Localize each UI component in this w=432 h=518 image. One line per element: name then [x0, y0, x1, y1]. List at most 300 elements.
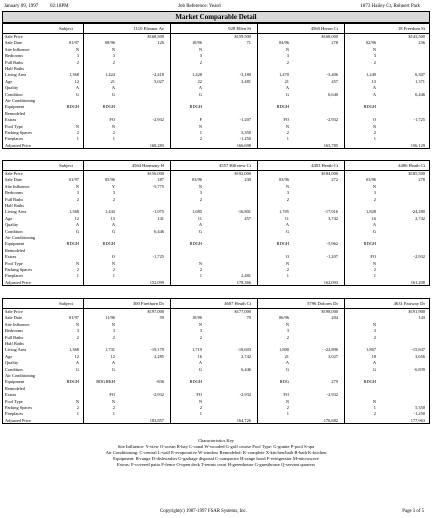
- row-label: Fireplaces: [5, 136, 24, 142]
- comparable-description: 1: [373, 405, 376, 410]
- comparable-description: N: [285, 260, 289, 266]
- subject-value: 01/97: [68, 177, 79, 183]
- comparable-description: 08/96: [104, 40, 115, 46]
- comparable-description: 21: [110, 78, 115, 84]
- comparable-adjustment: -836: [155, 379, 164, 385]
- comparable-adjustment: $184,000: [321, 171, 338, 176]
- comparable-description: 11: [284, 215, 289, 221]
- subject-value: A: [75, 85, 79, 91]
- comparable-description: 2: [286, 405, 289, 410]
- comparable-description: 1: [112, 273, 115, 279]
- subject-header: Subject: [59, 301, 73, 306]
- row-label: Fireplaces: [5, 411, 24, 417]
- comparable-adjustment: -18,603: [237, 347, 251, 353]
- comparable-description: N: [372, 123, 376, 129]
- comparable-adjustment: 6,446: [415, 91, 425, 97]
- comparable-adjustment: $177,000: [234, 309, 251, 314]
- comparable-description: A: [111, 85, 115, 91]
- comparable-adjustment: 2,742: [415, 215, 425, 221]
- comparable-description: 1: [199, 411, 202, 417]
- comparable-adjustment: 278: [418, 177, 425, 183]
- comparable-adjustment: $143,500: [408, 34, 425, 39]
- comparable-adjustment: -22,896: [324, 347, 338, 353]
- row-label: Sale Price: [5, 34, 23, 39]
- comparable-description: 2: [286, 334, 289, 340]
- subject-value: 1,368: [69, 209, 79, 215]
- comparable-description: RDGH: [276, 104, 289, 110]
- comparable-description: 1: [373, 136, 376, 142]
- comparable-description: RDGH: [189, 104, 202, 110]
- comparable-description: 1: [286, 411, 289, 417]
- comparable-description: G: [111, 366, 115, 372]
- row-label: Bedrooms: [5, 328, 24, 334]
- comparable-description: N: [372, 260, 376, 266]
- subject-value: 12: [74, 215, 79, 221]
- comparable-description: 3: [286, 190, 289, 196]
- subject-value: 01/97: [68, 40, 79, 46]
- comparable-adjustment: 6,640: [328, 91, 338, 97]
- subject-value: G: [75, 228, 79, 234]
- comparable-row: [3, 143, 429, 149]
- row-label: Sale Date: [5, 40, 22, 46]
- comparable-description: 1: [373, 273, 376, 279]
- comparable-adjustment: 457: [244, 215, 251, 221]
- row-label: Pool Type: [5, 398, 23, 404]
- comparable-adjustment: 168,283: [149, 142, 164, 148]
- comparable-adjustment: 278: [331, 40, 338, 46]
- comparable-adjustment: 126: [157, 40, 164, 46]
- comparable-description: 2: [112, 196, 115, 202]
- subject-value: 3: [76, 328, 79, 334]
- comparable-description: 2: [112, 130, 115, 135]
- comparable-description: A: [111, 360, 115, 366]
- comparable-description: N: [372, 398, 376, 404]
- key-line-site: Site Influence: Y-view O-ocean B-bay C-canal W-wooded G-golf course Pool Type: G-gunite P-pool S-spa: [117, 444, 315, 449]
- row-label: Sale Price: [5, 309, 23, 314]
- comparable-adjustment: 163,785: [323, 142, 338, 148]
- comparable-description: FO: [283, 392, 289, 398]
- comparable-description: RDGHKH: [96, 379, 115, 385]
- comparable-description: A: [372, 91, 376, 97]
- comparable-description: 1: [199, 273, 202, 279]
- comparable-description: 21: [284, 78, 289, 84]
- comparable-adjustment: -1,207: [326, 254, 338, 260]
- comparable-adjustment: -2,932: [413, 254, 425, 260]
- copyright-text: Copyright(c) 1987-1997 FSAR Systems, Inc.: [160, 509, 247, 514]
- report-footer: [2, 508, 430, 516]
- comparable-description: 06/96: [278, 315, 289, 321]
- comparable-description: 05/96: [104, 177, 115, 183]
- comparable-description: 1: [286, 273, 289, 279]
- comparable-adjustment: -2,932: [152, 117, 164, 123]
- comparable-adjustment: -2,418: [152, 72, 164, 78]
- comparable-description: N: [372, 321, 376, 327]
- comparable-address: 4631 Fairway Dr: [393, 301, 425, 306]
- subject-value: 1: [76, 136, 79, 142]
- comparable-description: N: [111, 123, 115, 129]
- comparable-description: A: [111, 222, 115, 228]
- comparable-description: 2: [286, 130, 289, 135]
- comparable-adjustment: -1,725: [152, 254, 164, 260]
- row-label: Site Influence: [5, 183, 30, 189]
- comparable-description: G: [372, 228, 376, 234]
- comparable-description: N: [372, 46, 376, 52]
- comparable-address: 300 Firethorn Dr: [132, 301, 164, 306]
- subject-value: 3: [76, 190, 79, 196]
- comparable-adjustment: 166,698: [236, 142, 251, 148]
- comparable-adjustment: $197,000: [147, 309, 164, 314]
- comparable-adjustment: 2,481: [241, 273, 251, 279]
- comparable-description: N: [285, 398, 289, 404]
- comparable-adjustment: 71: [246, 40, 251, 46]
- comparable-description: 1,731: [105, 347, 115, 353]
- row-label: Living Area: [5, 347, 27, 353]
- comparable-description: 10/96: [191, 315, 202, 321]
- comparable-description: 3: [199, 328, 202, 334]
- comparable-description: 3: [112, 53, 115, 59]
- row-label: Air Conditioning: [5, 98, 36, 103]
- comparable-description: 10/96: [191, 40, 202, 46]
- comparable-adjustment: 230: [244, 177, 251, 183]
- comparable-address: 5796 Dolores Dr: [307, 301, 338, 306]
- comparable-description: 2: [373, 411, 376, 417]
- comparable-description: N: [111, 260, 115, 266]
- comparable-description: A: [198, 85, 202, 91]
- comparable-description: 1,828: [366, 209, 376, 215]
- comparable-description: 1: [112, 136, 115, 142]
- subject-value: 1,368: [69, 347, 79, 353]
- comparable-description: 2: [373, 196, 376, 202]
- comparable-adjustment: 176,682: [323, 417, 338, 423]
- comparable-description: 1,424: [105, 72, 115, 78]
- row-label: Air Conditioning: [5, 235, 36, 240]
- comparable-adjustment: 5,350: [415, 405, 425, 410]
- row-label: Full Baths: [5, 334, 24, 340]
- comparable-description: G: [198, 91, 202, 97]
- comparable-description: 1,705: [279, 209, 289, 215]
- comparable-description: 03/96: [191, 177, 202, 183]
- comparable-description: 2: [112, 334, 115, 340]
- row-label: Sale Price: [5, 171, 23, 176]
- subject-value: RDGH: [66, 379, 79, 385]
- subject-value: A: [75, 222, 79, 228]
- comparable-block: [2, 160, 430, 286]
- comparable-description: G: [111, 228, 115, 234]
- comparable-description: O: [111, 254, 115, 260]
- row-label: Half Baths: [5, 203, 24, 208]
- comparable-description: 04/96: [278, 40, 289, 46]
- row-label: Parking Spaces: [5, 267, 32, 272]
- comparable-description: 21: [284, 353, 289, 359]
- row-label: Quality: [5, 360, 19, 366]
- row-label: Pool Type: [5, 123, 23, 129]
- comparable-row: [3, 280, 429, 286]
- comparable-description: 2: [373, 267, 376, 272]
- comparable-adjustment: 3,742: [328, 215, 338, 221]
- comparable-description: N: [285, 183, 289, 189]
- comparable-description: RDGH: [276, 241, 289, 247]
- subject-address: 1873 Hailey Ct, Rohnert Park: [360, 4, 420, 9]
- comparable-description: 2: [199, 267, 202, 272]
- comparable-adjustment: 187: [157, 177, 164, 183]
- comparable-adjustment: 1,371: [415, 78, 425, 84]
- row-label: Site Influence: [5, 321, 30, 327]
- comparable-adjustment: -5,962: [326, 241, 338, 247]
- comparable-description: FO: [283, 117, 289, 123]
- comparable-description: O: [372, 117, 376, 123]
- comparable-adjustment: -1,975: [152, 209, 164, 215]
- comparable-description: G: [198, 228, 202, 234]
- subject-value: N: [75, 398, 79, 404]
- comparable-description: 3: [373, 53, 376, 59]
- comparable-adjustment: 162,093: [323, 279, 338, 285]
- comparable-description: 1,443: [105, 209, 115, 215]
- characteristics-key: [2, 438, 430, 468]
- comparable-description: F: [199, 117, 202, 123]
- key-title: Characteristics Key: [197, 438, 235, 443]
- row-label: Equipment: [5, 104, 25, 110]
- row-label: Fireplaces: [5, 273, 24, 279]
- comparable-description: N: [111, 398, 115, 404]
- comparable-description: 3: [199, 53, 202, 59]
- comparable-adjustment: -1,250: [239, 136, 251, 142]
- comparable-description: 22: [197, 78, 202, 84]
- comparable-description: 3: [373, 190, 376, 196]
- comparable-adjustment: $156,000: [147, 171, 164, 176]
- row-label: Equipment: [5, 379, 25, 385]
- comparable-address: 4564 Harmony H: [131, 163, 164, 168]
- comparable-description: 2: [286, 59, 289, 65]
- comparable-description: N: [285, 123, 289, 129]
- comparable-description: G: [285, 91, 289, 97]
- subject-header: Subject: [59, 163, 73, 168]
- subject-value: N: [75, 321, 79, 327]
- row-label: Living Area: [5, 72, 27, 78]
- row-label: Condition: [5, 228, 23, 234]
- row-label: Age: [5, 78, 13, 84]
- comparable-address: 1110 Eleanor Av: [133, 26, 164, 31]
- comparable-description: N: [111, 46, 115, 52]
- row-label: Sale Date: [5, 177, 22, 183]
- comparable-description: 2: [373, 334, 376, 340]
- comparable-adjustment: -1,725: [413, 117, 425, 123]
- comparable-block: [2, 23, 430, 149]
- comparable-description: 11/96: [105, 315, 115, 321]
- comparable-address: 4607 Heath Ct: [224, 301, 251, 306]
- comparable-description: 13: [110, 215, 115, 221]
- report-header: [2, 2, 430, 11]
- comparable-description: 16: [197, 353, 202, 359]
- comparable-description: 3: [112, 328, 115, 334]
- row-label: Age: [5, 215, 13, 221]
- key-line-ac: Air Conditioning: C-central L-wall E-evaporative W-window Remodeled: K-complete X-kitchen/bath B-bath K-kitchen: [105, 450, 327, 455]
- comparable-adjustment: 152,099: [149, 279, 164, 285]
- comparable-description: N: [198, 123, 202, 129]
- subject-value: N: [75, 260, 79, 266]
- row-label: Quality: [5, 222, 19, 228]
- report-date: January 09, 1997: [4, 4, 39, 9]
- comparable-adjustment: 183,857: [149, 417, 164, 423]
- subject-value: 12: [74, 78, 79, 84]
- comparable-description: 2: [112, 59, 115, 65]
- comparable-description: G: [111, 91, 115, 97]
- subject-value: 2: [76, 130, 79, 135]
- comparable-description: 1,867: [366, 347, 376, 353]
- key-line-extras: Extras: F-covered patio F-fence O-open deck T-tennis court H-greenhouse G-guesthouse Q-servant quarters: [116, 462, 316, 467]
- comparable-description: N: [198, 260, 202, 266]
- comparable-description: RDGH: [363, 379, 376, 385]
- comparable-description: N: [111, 321, 115, 327]
- comparable-description: 1: [199, 130, 202, 135]
- comparable-description: G: [285, 228, 289, 234]
- comparable-description: 3: [199, 190, 202, 196]
- comparable-adjustment: 161,208: [410, 279, 425, 285]
- comparable-adjustment: $168,000: [321, 34, 338, 39]
- subject-header: Subject: [59, 26, 73, 31]
- comparable-description: A: [372, 222, 376, 228]
- comparable-description: N: [198, 398, 202, 404]
- subject-value: N: [75, 183, 79, 189]
- comparable-description: 2: [199, 59, 202, 65]
- comparable-adjustment: 156,129: [410, 142, 425, 148]
- row-label: Extras: [5, 117, 17, 123]
- row-label: Full Baths: [5, 59, 24, 65]
- comparable-description: 12: [110, 353, 115, 359]
- comparable-adjustment: $191,900: [408, 309, 425, 314]
- row-label: Equipment: [5, 241, 25, 247]
- row-label: Extras: [5, 392, 17, 398]
- comparable-description: RDGH: [102, 104, 115, 110]
- comparable-description: 16: [371, 215, 376, 221]
- comparable-address: 4560 Heron Ct: [310, 26, 338, 31]
- comparable-description: RDGH: [363, 241, 376, 247]
- comparable-description: 1,249: [366, 72, 376, 78]
- comparable-adjustment: 6,446: [154, 228, 164, 234]
- row-label: Parking Spaces: [5, 405, 32, 410]
- comparable-description: 1,428: [192, 72, 202, 78]
- comparable-description: N: [285, 321, 289, 327]
- row-label: Condition: [5, 366, 23, 372]
- comparable-adjustment: -2,932: [152, 392, 164, 398]
- page-title: Market Comparable Detail: [2, 11, 430, 23]
- comparable-adjustment: -5,775: [152, 183, 164, 189]
- comparable-description: 2: [286, 196, 289, 202]
- comparable-description: N: [198, 183, 202, 189]
- key-line-equipment: Equipment: R-range D-dishwasher G-garbage disposal C-compactor H-range hood F-refrigerator M-microwave: [113, 456, 319, 461]
- comparable-description: 3: [112, 190, 115, 196]
- row-label: Adjusted Price: [5, 417, 31, 423]
- comparable-address: 4557 Hillview Ct: [219, 163, 251, 168]
- comparable-address: 4486 Heath Ct: [398, 163, 425, 168]
- comparable-description: 03/96: [365, 177, 376, 183]
- subject-value: N: [75, 46, 79, 52]
- comparable-adjustment: -16,801: [237, 209, 251, 215]
- comparable-description: A: [285, 360, 289, 366]
- comparable-adjustment: 164,726: [236, 417, 251, 423]
- comparable-adjustment: -17,916: [324, 209, 338, 215]
- comparable-adjustment: -2,932: [326, 117, 338, 123]
- report-page: [2, 2, 430, 516]
- row-label: Site Influence: [5, 46, 30, 52]
- comparable-adjustment: 3,027: [328, 353, 338, 359]
- subject-value: 12: [74, 353, 79, 359]
- comparable-adjustment: 3,481: [241, 78, 251, 84]
- comparable-address: 18 Freedom St: [397, 26, 425, 31]
- subject-value: 2: [76, 59, 79, 65]
- comparable-description: N: [285, 46, 289, 52]
- row-label: Bedrooms: [5, 53, 24, 59]
- subject-value: 1: [76, 273, 79, 279]
- comparable-description: 2: [199, 136, 202, 142]
- comparable-adjustment: 5,027: [154, 78, 164, 84]
- comparable-adjustment: -15,847: [411, 347, 425, 353]
- comparable-adjustment: $198,000: [321, 309, 338, 314]
- comparable-description: 1,685: [192, 209, 202, 215]
- comparable-description: 2: [112, 267, 115, 272]
- comparable-adjustment: $185,500: [408, 171, 425, 176]
- subject-value: 2: [76, 196, 79, 202]
- comparable-description: Y: [111, 183, 115, 189]
- comparable-description: 18: [371, 353, 376, 359]
- comparable-description: 2: [286, 267, 289, 272]
- comparable-description: G: [372, 366, 376, 372]
- comparable-description: 2: [112, 405, 115, 410]
- comparable-description: A: [372, 360, 376, 366]
- row-label: Full Baths: [5, 196, 24, 202]
- comparable-adjustment: 204: [331, 315, 338, 321]
- comparable-adjustment: 6,307: [415, 72, 425, 78]
- comparable-description: 3: [286, 328, 289, 334]
- comparable-description: A: [372, 85, 376, 91]
- comparable-adjustment: 2,742: [241, 353, 251, 359]
- comparable-adjustment: -1,250: [413, 411, 425, 417]
- comparable-address: 4493 Heath Ct: [311, 163, 338, 168]
- subject-value: 2: [76, 334, 79, 340]
- subject-value: 2: [76, 405, 79, 410]
- comparable-description: 1: [286, 136, 289, 142]
- row-label: Remodeled: [5, 247, 25, 253]
- comparable-adjustment: 279: [331, 379, 338, 385]
- comparable-description: 3: [286, 53, 289, 59]
- comparable-description: 1: [112, 411, 115, 417]
- row-label: Half Baths: [5, 66, 24, 71]
- subject-value: RDGH: [66, 104, 79, 110]
- comparable-adjustment: -3,180: [239, 72, 251, 78]
- row-label: Adjusted Price: [5, 279, 31, 285]
- comparable-description: 2: [199, 405, 202, 410]
- row-label: Remodeled: [5, 110, 25, 116]
- comparable-description: 02/96: [365, 40, 376, 46]
- comparable-adjustment: -2,932: [326, 392, 338, 398]
- subject-value: 01/97: [68, 315, 79, 321]
- subject-value: 1,368: [69, 72, 79, 78]
- comparable-description: FO: [109, 392, 115, 398]
- comparable-description: FO: [196, 392, 202, 398]
- row-label: Air Conditioning: [5, 373, 36, 378]
- comparable-adjustment: 3,656: [415, 353, 425, 359]
- comparable-row: [3, 418, 429, 424]
- comparable-adjustment: -6,839: [413, 366, 425, 372]
- row-label: Half Baths: [5, 341, 24, 346]
- comparable-description: RDGH: [363, 104, 376, 110]
- comparable-description: G: [285, 366, 289, 372]
- comparable-adjustment: -1,207: [239, 117, 251, 123]
- comparable-description: 2: [373, 130, 376, 135]
- row-label: Living Area: [5, 209, 27, 215]
- page-number: Page 3 of 5: [402, 509, 424, 514]
- comparable-adjustment: 178,366: [236, 279, 251, 285]
- subject-value: A: [75, 360, 79, 366]
